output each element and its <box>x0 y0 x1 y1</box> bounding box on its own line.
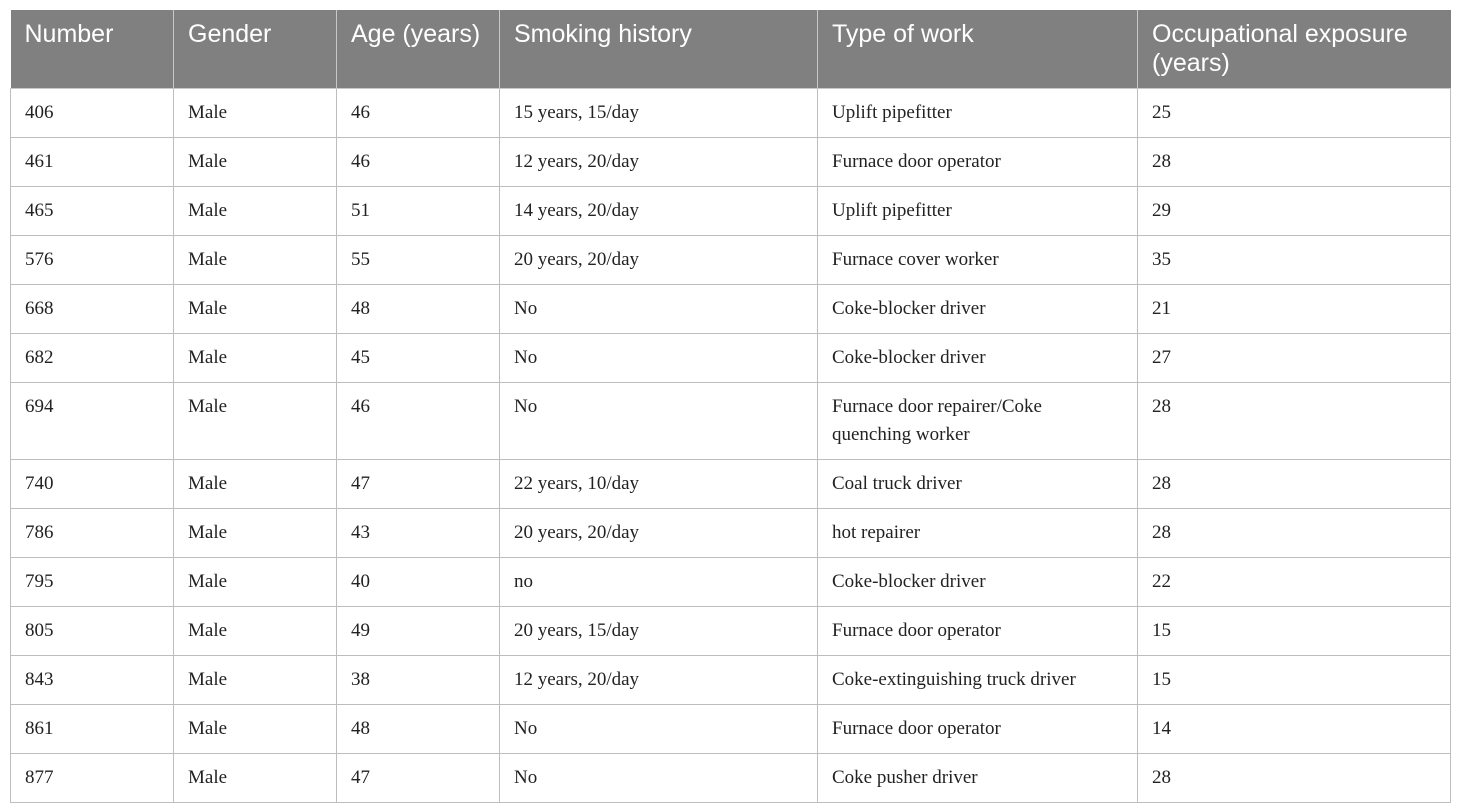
cell-occupational-exposure: 22 <box>1138 558 1451 607</box>
cell-type-of-work: Coke pusher driver <box>818 754 1138 803</box>
table-row <box>11 656 1451 705</box>
cell-gender: Male <box>174 187 337 236</box>
cell-occupational-exposure: 35 <box>1138 236 1451 285</box>
cell-smoking-history: 20 years, 15/day <box>500 607 818 656</box>
cell-smoking-history: 12 years, 20/day <box>500 138 818 187</box>
cell-smoking-history: 20 years, 20/day <box>500 509 818 558</box>
cell-number: 461 <box>11 138 174 187</box>
cell-smoking-history: No <box>500 754 818 803</box>
cell-type-of-work: Coal truck driver <box>818 460 1138 509</box>
cell-type-of-work: Uplift pipefitter <box>818 89 1138 138</box>
data-table <box>10 10 1451 803</box>
cell-smoking-history: No <box>500 705 818 754</box>
table-row <box>11 460 1451 509</box>
cell-gender: Male <box>174 285 337 334</box>
cell-gender: Male <box>174 705 337 754</box>
cell-type-of-work: Furnace door repairer/Coke quenching worker <box>818 383 1138 460</box>
cell-type-of-work: Furnace door operator <box>818 138 1138 187</box>
cell-gender: Male <box>174 460 337 509</box>
cell-age: 47 <box>337 460 500 509</box>
cell-type-of-work: Coke-blocker driver <box>818 285 1138 334</box>
cell-number: 682 <box>11 334 174 383</box>
cell-smoking-history: 12 years, 20/day <box>500 656 818 705</box>
header-age: Age (years) <box>337 10 500 89</box>
cell-type-of-work: Coke-extinguishing truck driver <box>818 656 1138 705</box>
cell-number: 694 <box>11 383 174 460</box>
cell-age: 46 <box>337 89 500 138</box>
table-row <box>11 383 1451 460</box>
table-row <box>11 334 1451 383</box>
cell-number: 465 <box>11 187 174 236</box>
cell-smoking-history: 14 years, 20/day <box>500 187 818 236</box>
cell-type-of-work: Coke-blocker driver <box>818 334 1138 383</box>
cell-age: 55 <box>337 236 500 285</box>
table-row <box>11 754 1451 803</box>
cell-age: 47 <box>337 754 500 803</box>
cell-age: 45 <box>337 334 500 383</box>
cell-occupational-exposure: 27 <box>1138 334 1451 383</box>
cell-occupational-exposure: 14 <box>1138 705 1451 754</box>
cell-gender: Male <box>174 656 337 705</box>
header-number: Number <box>11 10 174 89</box>
cell-smoking-history: No <box>500 383 818 460</box>
cell-number: 843 <box>11 656 174 705</box>
cell-number: 740 <box>11 460 174 509</box>
table-row <box>11 138 1451 187</box>
cell-gender: Male <box>174 89 337 138</box>
cell-age: 48 <box>337 285 500 334</box>
header-smoking-history: Smoking history <box>500 10 818 89</box>
cell-occupational-exposure: 28 <box>1138 138 1451 187</box>
table-row <box>11 285 1451 334</box>
header-row <box>11 10 1451 89</box>
cell-occupational-exposure: 28 <box>1138 460 1451 509</box>
cell-occupational-exposure: 29 <box>1138 187 1451 236</box>
cell-age: 40 <box>337 558 500 607</box>
table-row <box>11 607 1451 656</box>
cell-age: 51 <box>337 187 500 236</box>
table-row <box>11 705 1451 754</box>
cell-occupational-exposure: 28 <box>1138 754 1451 803</box>
cell-type-of-work: Uplift pipefitter <box>818 187 1138 236</box>
cell-smoking-history: 20 years, 20/day <box>500 236 818 285</box>
cell-gender: Male <box>174 383 337 460</box>
cell-occupational-exposure: 28 <box>1138 509 1451 558</box>
table-row <box>11 89 1451 138</box>
cell-gender: Male <box>174 138 337 187</box>
cell-gender: Male <box>174 607 337 656</box>
cell-type-of-work: Furnace cover worker <box>818 236 1138 285</box>
cell-number: 406 <box>11 89 174 138</box>
cell-age: 38 <box>337 656 500 705</box>
header-type-of-work: Type of work <box>818 10 1138 89</box>
cell-gender: Male <box>174 236 337 285</box>
table-body <box>11 89 1451 803</box>
table-header <box>11 10 1451 89</box>
cell-smoking-history: 22 years, 10/day <box>500 460 818 509</box>
cell-occupational-exposure: 28 <box>1138 383 1451 460</box>
cell-gender: Male <box>174 754 337 803</box>
cell-type-of-work: hot repairer <box>818 509 1138 558</box>
cell-type-of-work: Coke-blocker driver <box>818 558 1138 607</box>
table-row <box>11 509 1451 558</box>
cell-smoking-history: No <box>500 334 818 383</box>
cell-number: 668 <box>11 285 174 334</box>
cell-smoking-history: 15 years, 15/day <box>500 89 818 138</box>
cell-age: 46 <box>337 138 500 187</box>
cell-gender: Male <box>174 509 337 558</box>
cell-age: 49 <box>337 607 500 656</box>
cell-type-of-work: Furnace door operator <box>818 607 1138 656</box>
cell-occupational-exposure: 15 <box>1138 607 1451 656</box>
cell-gender: Male <box>174 334 337 383</box>
header-occupational-exposure: Occupational exposure (years) <box>1138 10 1451 89</box>
cell-number: 786 <box>11 509 174 558</box>
cell-occupational-exposure: 21 <box>1138 285 1451 334</box>
table-row <box>11 187 1451 236</box>
table-row <box>11 236 1451 285</box>
cell-number: 877 <box>11 754 174 803</box>
cell-occupational-exposure: 15 <box>1138 656 1451 705</box>
cell-gender: Male <box>174 558 337 607</box>
cell-number: 805 <box>11 607 174 656</box>
cell-number: 576 <box>11 236 174 285</box>
table-row <box>11 558 1451 607</box>
cell-age: 46 <box>337 383 500 460</box>
cell-age: 48 <box>337 705 500 754</box>
cell-type-of-work: Furnace door operator <box>818 705 1138 754</box>
cell-smoking-history: no <box>500 558 818 607</box>
cell-number: 795 <box>11 558 174 607</box>
cell-number: 861 <box>11 705 174 754</box>
cell-smoking-history: No <box>500 285 818 334</box>
cell-occupational-exposure: 25 <box>1138 89 1451 138</box>
cell-age: 43 <box>337 509 500 558</box>
header-gender: Gender <box>174 10 337 89</box>
